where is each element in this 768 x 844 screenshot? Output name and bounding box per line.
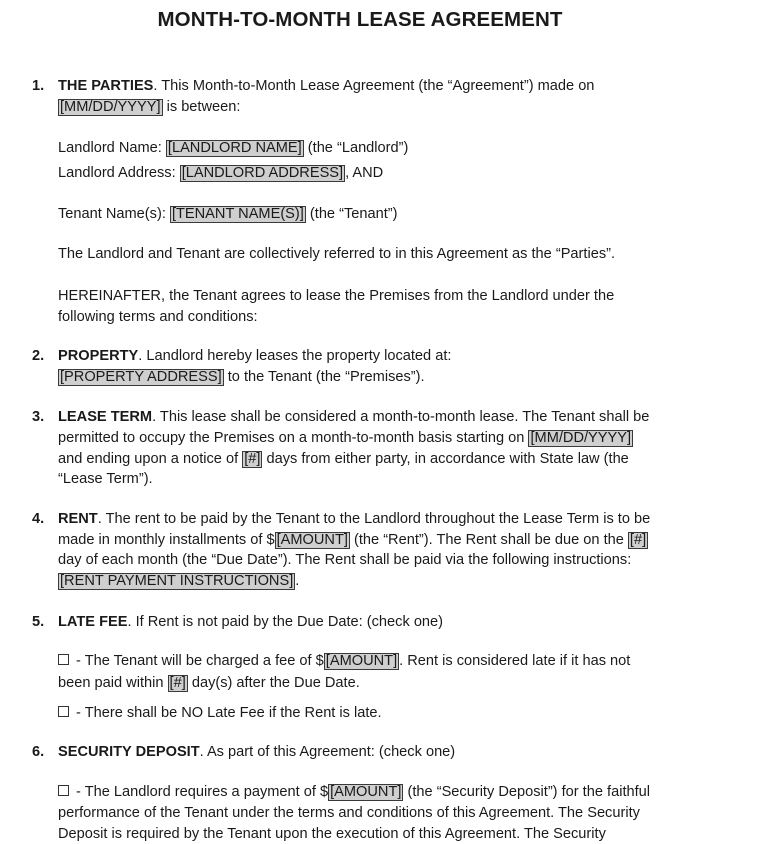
section-number: 4. xyxy=(32,511,45,527)
rent-amount-field[interactable]: [AMOUNT] xyxy=(276,532,348,548)
text: . If Rent is not paid by the Due Date: (check one) xyxy=(127,614,444,630)
section-1-line-1 xyxy=(58,77,594,95)
text: been paid within xyxy=(58,675,168,691)
section-number: 6. xyxy=(32,744,45,760)
text: . This lease shall be considered a month-to-month lease. The Tenant shall be xyxy=(152,409,650,425)
late-fee-option-1-cont xyxy=(58,674,360,692)
late-fee-option-2 xyxy=(58,704,382,722)
section-heading: THE PARTIES xyxy=(58,78,154,94)
section-3-line-1 xyxy=(58,408,649,426)
label: Tenant Name(s): xyxy=(58,206,170,222)
section-1-line-2 xyxy=(58,98,240,116)
text: . xyxy=(295,573,300,589)
security-deposit-line-2: performance of the Tenant under the terms and conditions of this Agreement. The Security xyxy=(58,805,640,821)
landlord-name-field[interactable]: [LANDLORD NAME] xyxy=(167,140,302,156)
section-3-line-3 xyxy=(58,450,629,468)
section-4-line-1 xyxy=(58,510,650,528)
text: (the “Landlord”) xyxy=(303,140,409,156)
checkbox-icon[interactable] xyxy=(58,654,69,665)
tenant-names-field[interactable]: [TENANT NAME(S)] xyxy=(171,206,304,222)
start-date-field[interactable]: [MM/DD/YYYY] xyxy=(530,430,632,446)
landlord-name-line xyxy=(58,139,408,157)
section-number: 5. xyxy=(32,614,45,630)
section-number: 2. xyxy=(32,348,45,364)
label: Landlord Address: xyxy=(58,165,180,181)
landlord-address-line xyxy=(58,164,383,182)
section-6-line-1 xyxy=(58,743,455,761)
section-4-line-2 xyxy=(58,531,648,549)
text: permitted to occupy the Premises on a month-to-month basis starting on xyxy=(58,430,529,446)
section-number: 1. xyxy=(32,78,45,94)
text: is between: xyxy=(162,99,241,115)
section-heading: LEASE TERM xyxy=(58,409,153,425)
text: , AND xyxy=(345,165,384,181)
late-days-field[interactable]: [#] xyxy=(169,675,186,691)
text: - There shall be NO Late Fee if the Rent is late. xyxy=(72,705,382,721)
security-deposit-line-3: Deposit is required by the Tenant upon the execution of this Agreement. The Security xyxy=(58,826,606,842)
section-3-line-4: “Lease Term”). xyxy=(58,471,153,487)
section-3-line-2 xyxy=(58,429,633,447)
notice-days-field[interactable]: [#] xyxy=(244,451,261,467)
section-4-line-3: day of each month (the “Due Date”). The Rent shall be paid via the following instructions: xyxy=(58,552,632,568)
hereinafter-line-1: HEREINAFTER, the Tenant agrees to lease the Premises from the Landlord under the xyxy=(58,288,615,304)
section-5-line-1 xyxy=(58,613,443,631)
text: (the “Security Deposit”) for the faithful xyxy=(403,784,651,800)
date-field[interactable]: [MM/DD/YYYY] xyxy=(60,99,161,115)
text: . Landlord hereby leases the property located at: xyxy=(138,348,452,364)
security-deposit-amount-field[interactable]: [AMOUNT] xyxy=(330,784,402,800)
rent-payment-instructions-field[interactable]: [RENT PAYMENT INSTRUCTIONS] xyxy=(60,573,294,589)
section-heading: RENT xyxy=(58,511,98,527)
text: . Rent is considered late if it has not xyxy=(399,653,631,669)
parties-paragraph: The Landlord and Tenant are collectively referred to in this Agreement as the “Parties”. xyxy=(58,246,616,262)
late-fee-amount-field[interactable]: [AMOUNT] xyxy=(325,653,398,669)
security-deposit-option-1 xyxy=(58,783,650,801)
text: - The Landlord requires a payment of $ xyxy=(72,784,329,800)
section-heading: PROPERTY xyxy=(58,348,139,364)
text: (the “Rent”). The Rent shall be due on the xyxy=(349,532,628,548)
document-title: MONTH-TO-MONTH LEASE AGREEMENT xyxy=(157,8,563,31)
section-2-line-1 xyxy=(58,347,451,365)
text: (the “Tenant”) xyxy=(305,206,398,222)
text: days from either party, in accordance with State law (the xyxy=(262,451,629,467)
landlord-address-field[interactable]: [LANDLORD ADDRESS] xyxy=(181,165,344,181)
hereinafter-line-2: following terms and conditions: xyxy=(58,309,258,325)
section-number: 3. xyxy=(32,409,45,425)
text: day(s) after the Due Date. xyxy=(187,675,360,691)
text: . As part of this Agreement: (check one) xyxy=(199,744,456,760)
label: Landlord Name: xyxy=(58,140,166,156)
tenant-name-line xyxy=(58,205,398,223)
text: made in monthly installments of $ xyxy=(58,532,275,548)
checkbox-icon[interactable] xyxy=(58,785,69,796)
due-day-field[interactable]: [#] xyxy=(629,532,647,548)
property-address-field[interactable]: [PROPERTY ADDRESS] xyxy=(60,369,222,385)
text: - The Tenant will be charged a fee of $ xyxy=(72,653,324,669)
text: . This Month-to-Month Lease Agreement (the “Agreement”) made on xyxy=(153,78,595,94)
section-heading: LATE FEE xyxy=(58,614,128,630)
late-fee-option-1 xyxy=(58,652,630,670)
text: to the Tenant (the “Premises”). xyxy=(223,369,425,385)
checkbox-icon[interactable] xyxy=(58,706,69,717)
section-4-line-4 xyxy=(58,572,299,590)
text: . The rent to be paid by the Tenant to the Landlord throughout the Lease Term is to be xyxy=(97,511,651,527)
text: and ending upon a notice of xyxy=(58,451,243,467)
section-heading: SECURITY DEPOSIT xyxy=(58,744,200,760)
section-2-line-2 xyxy=(58,368,425,386)
